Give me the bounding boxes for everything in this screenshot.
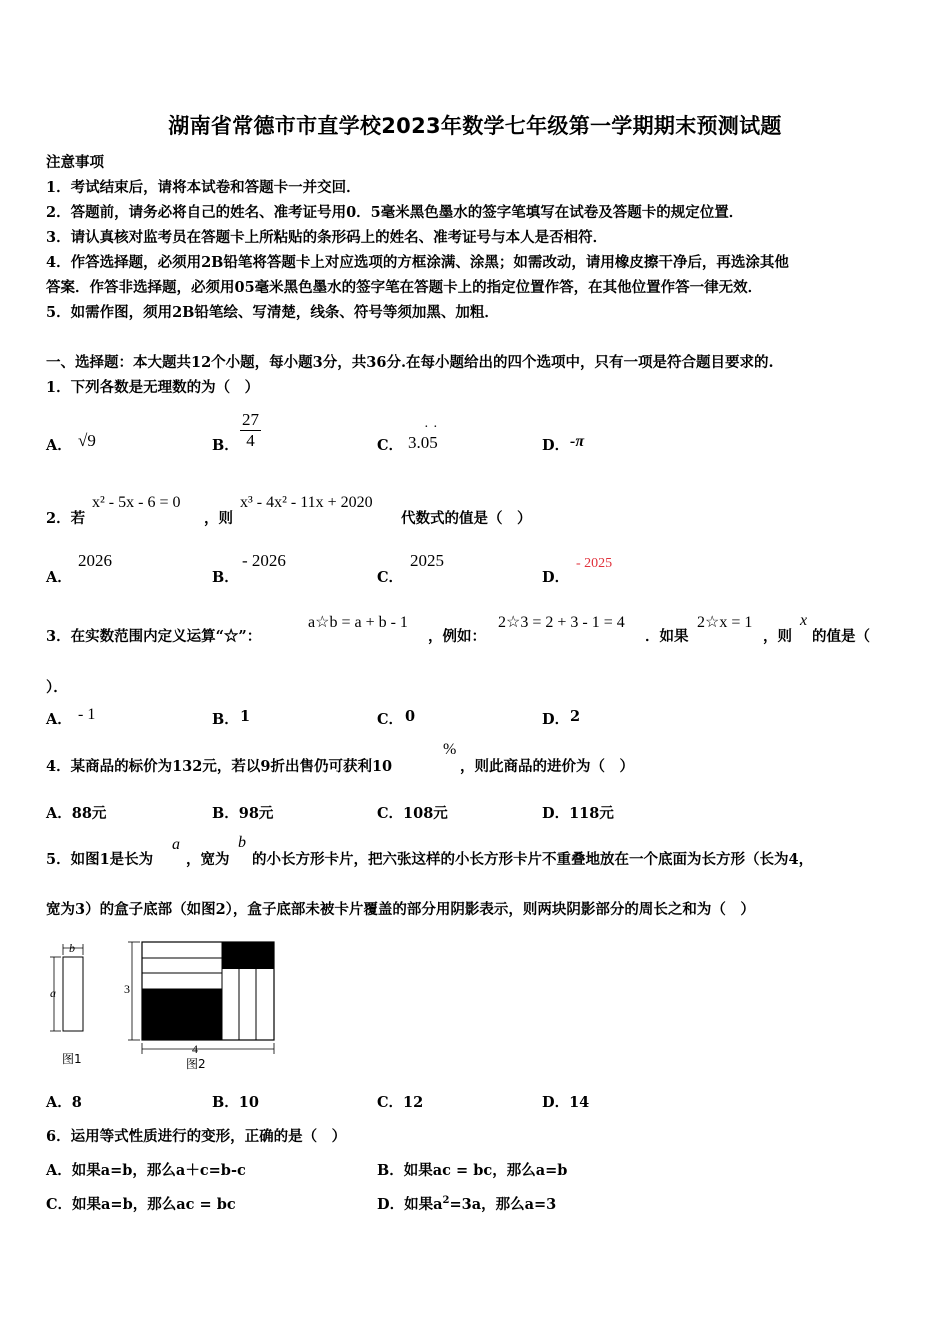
fig2-shaded-top-right bbox=[222, 942, 274, 969]
q1-option-a-value: √9 bbox=[78, 431, 96, 450]
q5-line1-b: ，宽为 bbox=[186, 851, 230, 868]
q4-option-c: C．108元 bbox=[377, 805, 448, 822]
q3-option-a-value: - 1 bbox=[78, 706, 96, 723]
q5-var-a: a bbox=[172, 836, 180, 853]
q2-option-d-label: D． bbox=[542, 569, 570, 586]
q1-option-b-numerator: 27 bbox=[242, 410, 259, 429]
q2-mid: ，则 bbox=[204, 510, 233, 527]
q2-option-c-label: C． bbox=[377, 569, 404, 586]
q3-option-c-value: 0 bbox=[405, 708, 416, 725]
q5-line1-c: 的小长方形卡片，把六张这样的小长方形卡片不重叠地放在一个底面为长方形（长为4， bbox=[252, 851, 814, 868]
repeating-dot-icon: · bbox=[424, 420, 429, 435]
q6-option-d-sup: 2 bbox=[442, 1195, 450, 1207]
q5-line1-a: 5．如图1是长为 bbox=[46, 851, 154, 868]
figure-2 bbox=[122, 938, 282, 1078]
q3-option-d-value: 2 bbox=[570, 708, 581, 725]
q1-option-b-fraction bbox=[240, 410, 261, 451]
q5-line2: 宽为3）的盒子底部（如图2），盒子底部未被卡片覆盖的部分用阴影表示，则两块阴影部分的周长之和为（ ） bbox=[46, 901, 755, 918]
q3-option-a-label: A． bbox=[46, 711, 72, 728]
q2-option-a-label: A． bbox=[46, 569, 72, 586]
q6-option-b: B．如果ac = bc，那么a=b bbox=[377, 1162, 568, 1179]
q6-option-c: C．如果a=b，那么ac = bc bbox=[46, 1196, 236, 1213]
q3-prefix: 3．在实数范围内定义运算“☆”： bbox=[46, 628, 262, 645]
q3-condition: 2☆x = 1 bbox=[697, 614, 753, 631]
fig1-label-b: b bbox=[69, 941, 75, 955]
q5-option-a: A．8 bbox=[46, 1094, 82, 1111]
q3-variable: x bbox=[800, 612, 808, 629]
q1-stem: 1．下列各数是无理数的为（ ） bbox=[46, 379, 260, 396]
q4-percent: % bbox=[443, 741, 457, 758]
q4-option-d: D．118元 bbox=[542, 805, 614, 822]
q6-option-d bbox=[377, 1193, 556, 1214]
fig1-card-rect bbox=[63, 957, 83, 1031]
q3-option-c-label: C． bbox=[377, 711, 404, 728]
repeating-dot-icon: · bbox=[433, 420, 438, 435]
fig2-label-width: 4 bbox=[192, 1042, 198, 1056]
q1-option-c-value bbox=[408, 420, 438, 453]
q3-if-label: ．如果 bbox=[645, 628, 689, 645]
q1-option-d-label: D． bbox=[542, 437, 570, 454]
q1-option-d-value: -π bbox=[570, 433, 585, 450]
notice-item-4: 4．作答选择题，必须用2B铅笔将答题卡上对应选项的方框涂满、涂黑；如需改动，请用橡皮擦干净后，再选涂其他 bbox=[46, 254, 789, 271]
q5-option-c: C．12 bbox=[377, 1094, 424, 1111]
q2-option-c-value: 2025 bbox=[410, 551, 444, 570]
q4-stem: 4．某商品的标价为132元，若以9折出售仍可获利10 bbox=[46, 758, 393, 775]
q3-example: 2☆3 = 2 + 3 - 1 = 4 bbox=[498, 614, 625, 631]
page-title: 湖南省常德市市直学校2023年数学七年级第一学期期末预测试题 bbox=[168, 114, 782, 138]
notice-item-2: 2．答题前，请务必将自己的姓名、准考证号用0．5毫米黑色墨水的签字笔填写在试卷及答题卡的规定位置． bbox=[46, 204, 744, 221]
q5-var-b: b bbox=[238, 834, 246, 851]
q2-equation-1: x² - 5x - 6 = 0 bbox=[92, 494, 181, 511]
fig2-shaded-bottom-left bbox=[142, 989, 222, 1040]
q3-close: ）． bbox=[46, 679, 68, 696]
q3-option-b-label: B． bbox=[212, 711, 239, 728]
q1-option-c-label: C． bbox=[377, 437, 404, 454]
q6-stem: 6．运用等式性质进行的变形，正确的是（ ） bbox=[46, 1128, 347, 1145]
q5-option-b: B．10 bbox=[212, 1094, 259, 1111]
q2-suffix: 代数式的值是（ ） bbox=[401, 510, 532, 527]
fig1-label-a: a bbox=[50, 986, 56, 1000]
q2-option-b-label: B． bbox=[212, 569, 239, 586]
q1-option-a-label: A． bbox=[46, 437, 72, 454]
q2-expression: x³ - 4x² - 11x + 2020 bbox=[240, 494, 373, 511]
notice-item-4-cont: 答案．作答非选择题，必须用05毫米黑色墨水的签字笔在答题卡上的指定位置作答，在其他位置作答一律无效． bbox=[46, 279, 763, 296]
q2-option-a-value: 2026 bbox=[78, 551, 112, 570]
q1-option-b-label: B． bbox=[212, 437, 239, 454]
q1-option-c-text: 3.05 bbox=[408, 433, 438, 452]
notice-item-5: 5．如需作图，须用2B铅笔绘、写清楚，线条、符号等须加黑、加粗． bbox=[46, 304, 499, 321]
q3-example-label: ，例如： bbox=[428, 628, 486, 645]
q3-option-b-value: 1 bbox=[240, 708, 251, 725]
fig2-caption: 图2 bbox=[186, 1057, 206, 1071]
q3-option-d-label: D． bbox=[542, 711, 570, 728]
notice-item-3: 3．请认真核对监考员在答题卡上所粘贴的条形码上的姓名、准考证号与本人是否相符． bbox=[46, 229, 608, 246]
q6-option-d-post: =3a，那么a=3 bbox=[449, 1196, 557, 1213]
q4-tail: ，则此商品的进价为（ ） bbox=[460, 758, 634, 775]
q6-option-a: A．如果a=b，那么a＋c=b-c bbox=[46, 1162, 246, 1179]
notice-item-1: 1．考试结束后，请将本试卷和答题卡一并交回． bbox=[46, 179, 361, 196]
fig1-caption: 图1 bbox=[62, 1052, 82, 1066]
notice-heading: 注意事项 bbox=[46, 154, 104, 171]
q3-definition: a☆b = a + b - 1 bbox=[308, 614, 408, 631]
q6-option-d-pre: D．如果a bbox=[377, 1196, 443, 1213]
section-heading: 一、选择题：本大题共12个小题，每小题3分，共36分.在每小题给出的四个选项中，只有一项是符合题目要求的. bbox=[46, 354, 774, 371]
q4-option-b: B．98元 bbox=[212, 805, 274, 822]
figure-1 bbox=[44, 938, 104, 1068]
q4-option-a: A．88元 bbox=[46, 805, 107, 822]
q5-option-d: D．14 bbox=[542, 1094, 590, 1111]
q3-then-label: ，则 bbox=[763, 628, 792, 645]
q2-option-d-value: - 2025 bbox=[576, 556, 613, 571]
q2-prefix: 2．若 bbox=[46, 510, 86, 527]
q1-option-b-denominator: 4 bbox=[246, 431, 255, 450]
q3-ask: 的值是（ bbox=[812, 628, 870, 645]
q2-option-b-value: - 2026 bbox=[242, 551, 286, 570]
fig2-label-height: 3 bbox=[124, 982, 130, 996]
